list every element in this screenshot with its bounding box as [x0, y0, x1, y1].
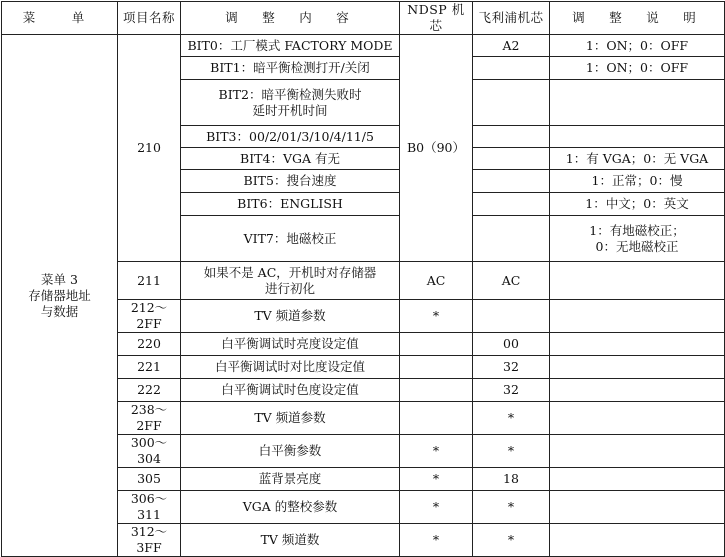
philips-cell [473, 148, 550, 170]
philips-cell: * [473, 435, 550, 468]
desc-cell [550, 524, 725, 557]
ndsp-cell: * [400, 435, 473, 468]
philips-cell [473, 300, 550, 333]
item-cell: 306～311 [118, 491, 181, 524]
item-cell: 211 [118, 262, 181, 300]
header-philips: 飞利浦机芯 [473, 2, 550, 35]
header-menu: 菜 单 [2, 2, 118, 35]
philips-cell [473, 80, 550, 126]
philips-cell: 32 [473, 379, 550, 402]
philips-cell [473, 216, 550, 262]
content-cell: VIT7：地磁校正 [181, 216, 400, 262]
desc-cell [550, 300, 725, 333]
content-cell: BIT3：00/2/01/3/10/4/11/5 [181, 126, 400, 148]
content-cell: TV 频道数 [181, 524, 400, 557]
desc-cell: 1：ON；0：OFF [550, 35, 725, 57]
philips-cell [473, 193, 550, 216]
desc-cell: 1：有 VGA；0：无 VGA [550, 148, 725, 170]
ndsp-cell [400, 356, 473, 379]
philips-cell: * [473, 491, 550, 524]
desc-cell: 1：有地磁校正； 0：无地磁校正 [550, 216, 725, 262]
menu-label: 菜单 3 存储器地址 与数据 [2, 35, 118, 557]
ndsp-cell [400, 333, 473, 356]
item-cell: 222 [118, 379, 181, 402]
philips-cell: AC [473, 262, 550, 300]
desc-cell [550, 262, 725, 300]
header-item: 项目名称 [118, 2, 181, 35]
desc-cell [550, 491, 725, 524]
content-cell: TV 频道参数 [181, 300, 400, 333]
ndsp-cell: * [400, 524, 473, 557]
header-content: 调 整 内 容 [181, 2, 400, 35]
ndsp-cell: AC [400, 262, 473, 300]
header-row [2, 2, 725, 35]
philips-cell: 32 [473, 356, 550, 379]
content-cell: 白平衡调试时对比度设定值 [181, 356, 400, 379]
philips-cell: 18 [473, 468, 550, 491]
content-cell: VGA 的整校参数 [181, 491, 400, 524]
desc-cell: 1：正常；0：慢 [550, 170, 725, 193]
content-cell: BIT1：暗平衡检测打开/关闭 [181, 57, 400, 80]
header-desc: 调 整 说 明 [550, 2, 725, 35]
content-cell: TV 频道参数 [181, 402, 400, 435]
item-cell: 312～3FF [118, 524, 181, 557]
desc-cell [550, 402, 725, 435]
desc-cell [550, 468, 725, 491]
content-cell: 蓝背景亮度 [181, 468, 400, 491]
philips-cell [473, 57, 550, 80]
ndsp-cell: * [400, 491, 473, 524]
item-cell: 220 [118, 333, 181, 356]
item-cell: 238～2FF [118, 402, 181, 435]
ndsp-cell: * [400, 468, 473, 491]
desc-cell [550, 435, 725, 468]
item-cell: 221 [118, 356, 181, 379]
item-cell: 300～304 [118, 435, 181, 468]
content-cell: 白平衡调试时亮度设定值 [181, 333, 400, 356]
philips-cell: * [473, 524, 550, 557]
content-cell: BIT6：ENGLISH [181, 193, 400, 216]
philips-cell: 00 [473, 333, 550, 356]
desc-cell [550, 356, 725, 379]
content-cell: BIT4：VGA 有无 [181, 148, 400, 170]
philips-cell [473, 170, 550, 193]
desc-cell: 1：ON；0：OFF [550, 57, 725, 80]
ndsp-cell: * [400, 300, 473, 333]
philips-cell [473, 126, 550, 148]
item-cell: 305 [118, 468, 181, 491]
header-ndsp: NDSP 机芯 [400, 2, 473, 35]
desc-cell [550, 80, 725, 126]
memory-address-table [1, 1, 725, 557]
content-cell: 白平衡调试时色度设定值 [181, 379, 400, 402]
ndsp-210: B0（90） [400, 35, 473, 262]
ndsp-cell [400, 402, 473, 435]
content-cell: BIT5：搜台速度 [181, 170, 400, 193]
content-cell: BIT2：暗平衡检测失败时 延时开机时间 [181, 80, 400, 126]
ndsp-cell [400, 379, 473, 402]
philips-cell: A2 [473, 35, 550, 57]
desc-cell: 1：中文；0：英文 [550, 193, 725, 216]
philips-cell: * [473, 402, 550, 435]
content-cell: 白平衡参数 [181, 435, 400, 468]
item-cell: 212～2FF [118, 300, 181, 333]
content-cell: BIT0：工厂模式 FACTORY MODE [181, 35, 400, 57]
desc-cell [550, 379, 725, 402]
content-cell: 如果不是 AC，开机时对存储器 进行初化 [181, 262, 400, 300]
table-row [2, 35, 725, 57]
item-210: 210 [118, 35, 181, 262]
desc-cell [550, 126, 725, 148]
desc-cell [550, 333, 725, 356]
